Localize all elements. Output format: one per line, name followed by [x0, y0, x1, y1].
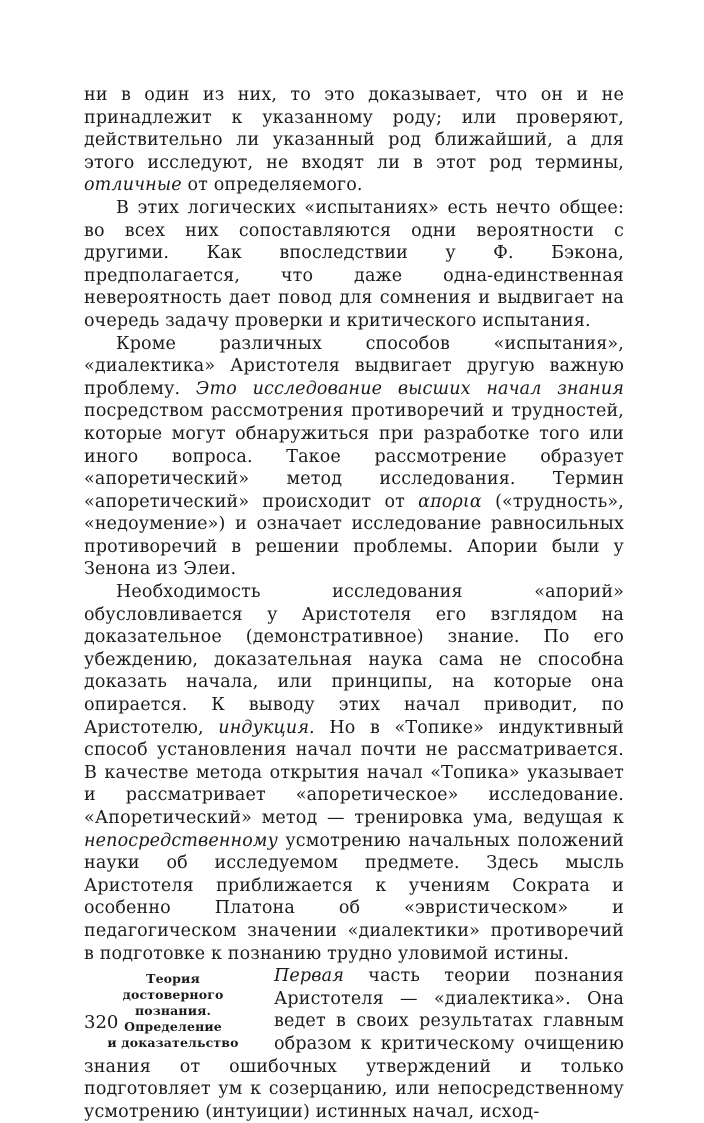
greek-term: απορια: [418, 491, 482, 512]
text-run: усмотрению начальных положений науки об исследуемом предмете. Здесь мысль Аристотеля приближается к учениям Сократа и особенно Платона об «эвристическом» и педагогическом значении «диалектики» противоречий в подготовке к познанию трудно уловимой истины.: [84, 830, 624, 964]
text-run: Необходимость исследования «апорий» обусловливается у Аристотеля его взглядом на доказательное (демонстративное) знание. По его убеждению, доказательная наука сама не способна доказать начала, или принципы, на которые она опирается. К выводу этих начал приводит, по Аристотелю,: [84, 582, 624, 738]
side-heading-line: Определение: [124, 1019, 222, 1035]
text-run: Но в «Топике» индуктивный способ установления начал почти не рассматривается. В качестве метода открытия начал «Топика» указывает и рассматривает «апоретическое» исследование. «Апоретический» метод — тренировка ума, ведущая к: [84, 717, 624, 828]
emphasis: Это исследование высших начал знания: [195, 378, 624, 399]
emphasis: непосредственному: [84, 830, 278, 851]
text-run: посредством рассмотрения противоречий и трудностей, которые могут обнаружиться при разработке того или иного вопроса. Такое рассмотрение образует «апоретический» метод исследования. Термин «апоретический» происходит от: [84, 401, 624, 512]
side-heading-line: и доказательство: [107, 1035, 239, 1051]
paragraph-4: [84, 581, 624, 965]
emphasis: отличные: [84, 175, 182, 196]
text-run: ни в один из них, то это доказывает, что он и не принадлежит к указанному роду; или проверяют, действительно ли указанный род ближайший, а для этого исследуют, не входят ли в этот род термины,: [84, 85, 624, 173]
text-run: от определяемого.: [181, 175, 363, 196]
side-heading-line: познания.: [134, 1003, 212, 1019]
side-heading-line: Теория: [146, 971, 200, 987]
paragraph-2: В этих логических «испытаниях» есть нечто общее: во всех них сопоставляются одни вероятности с другими. Как впоследствии у Ф. Бэкона, предполагается, что даже одна-единственная невероятность дает повод для сомнения и выдвигает на очередь задачу проверки и критического испытания.: [84, 197, 624, 331]
side-heading-line: достоверного: [122, 987, 224, 1003]
paragraph-3: [84, 333, 624, 582]
text-run: Кроме различных способов «испытания», «диалектика» Аристотеля выдвигает другую важную проблему.: [84, 333, 624, 399]
emphasis: индукция.: [218, 717, 315, 738]
page-number: 320: [84, 1012, 119, 1033]
emphasis: Первая: [274, 966, 344, 987]
text-run: часть теории познания Аристотеля — «диалектика». Она ведет в своих результатах главным образом к критическому очищению знания от ошибочных утверждений и только подготовляет ум к созерцанию, или непосредственному усмотрению (интуиции) истинных начал, исход-: [84, 966, 624, 1122]
text-run: («трудность», «недоумение») и означает исследование равносильных противоречий в решении проблемы. Апории были у Зенона из Элеи.: [84, 491, 624, 580]
paragraph-1: [84, 84, 624, 197]
body-text: [84, 84, 624, 1123]
